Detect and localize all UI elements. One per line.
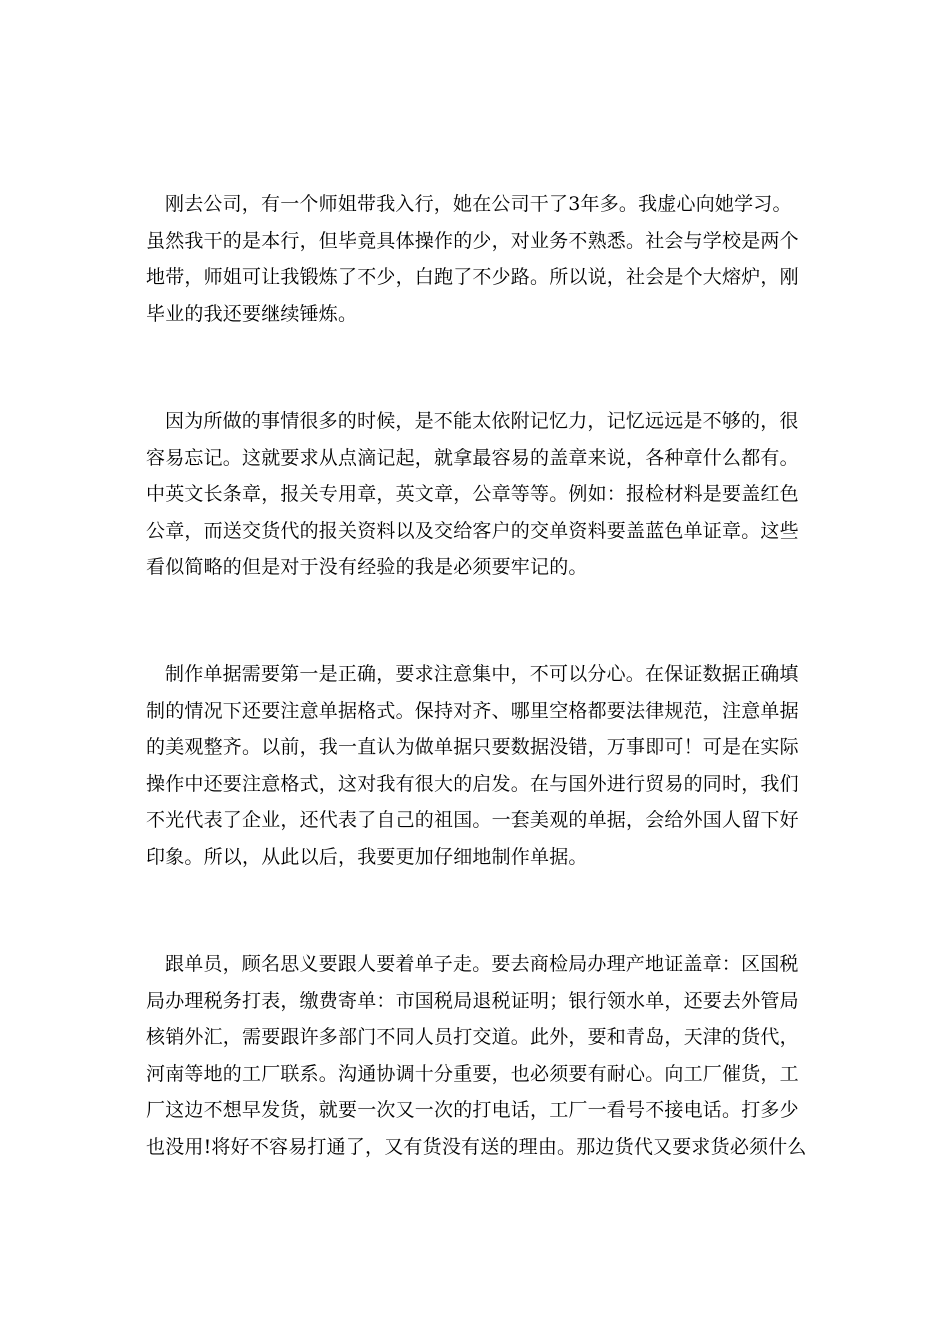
paragraph-line: 局办理税务打表，缴费寄单：市国税局退税证明；银行领水单，还要去外管局 [146, 989, 799, 1012]
paragraph-line: 公章，而送交货代的报关资料以及交给客户的交单资料要盖蓝色单证章。这些 [146, 519, 799, 542]
paragraph-line: 因为所做的事情很多的时候，是不能太依附记忆力，记忆远远是不够的，很 [165, 410, 799, 432]
paragraph-line: 地带，师姐可让我锻炼了不少，白跑了不少路。所以说，社会是个大熔炉，刚 [146, 266, 799, 288]
paragraph-line: 河南等地的工厂联系。沟通协调十分重要，也必须要有耐心。向工厂催货，工 [146, 1062, 799, 1085]
paragraph-line: 厂这边不想早发货，就要一次又一次的打电话，工厂一看号不接电话。打多少 [146, 1099, 799, 1121]
paragraph-line: 虽然我干的是本行，但毕竟具体操作的少，对业务不熟悉。社会与学校是两个 [146, 229, 799, 252]
paragraph-line: 操作中还要注意格式，这对我有很大的启发。在与国外进行贸易的同时，我们 [146, 772, 799, 795]
paragraph-line: 印象。所以，从此以后，我要更加仔细地制作单据。 [146, 845, 588, 868]
paragraph-line: 刚去公司，有一个师姐带我入行，她在公司干了3年多。我虚心向她学习。 [165, 193, 792, 215]
paragraph-line: 也没用!将好不容易打通了，又有货没有送的理由。那边货代又要求货必须什么 [146, 1135, 807, 1158]
paragraph-line: 看似简略的但是对于没有经验的我是必须要牢记的。 [146, 556, 588, 578]
paragraph-line: 制作单据需要第一是正确，要求注意集中，不可以分心。在保证数据正确填 [165, 663, 799, 685]
paragraph-line: 容易忘记。这就要求从点滴记起，就拿最容易的盖章来说，各种章什么都有。 [146, 446, 799, 469]
paragraph-line: 不光代表了企业，还代表了自己的祖国。一套美观的单据，会给外国人留下好 [146, 809, 799, 831]
paragraph-line: 中英文长条章，报关专用章，英文章，公章等等。例如：报检材料是要盖红色 [146, 483, 799, 505]
paragraph-line: 制的情况下还要注意单据格式。保持对齐、哪里空格都要法律规范，注意单据 [146, 699, 799, 722]
paragraph-3 [146, 656, 806, 875]
paragraph-line: 的美观整齐。以前，我一直认为做单据只要数据没错，万事即可！可是在实际 [146, 736, 799, 758]
paragraph-line: 跟单员，顾名思义要跟人要着单子走。要去商检局办理产地证盖章：区国税 [165, 953, 799, 975]
paragraph-line: 核销外汇，需要跟许多部门不同人员打交道。此外，要和青岛，天津的货代， [146, 1026, 799, 1048]
paragraph-2 [146, 403, 806, 586]
paragraph-line: 毕业的我还要继续锤炼。 [146, 302, 358, 325]
paragraph-1 [146, 186, 806, 332]
paragraph-4 [146, 946, 806, 1165]
